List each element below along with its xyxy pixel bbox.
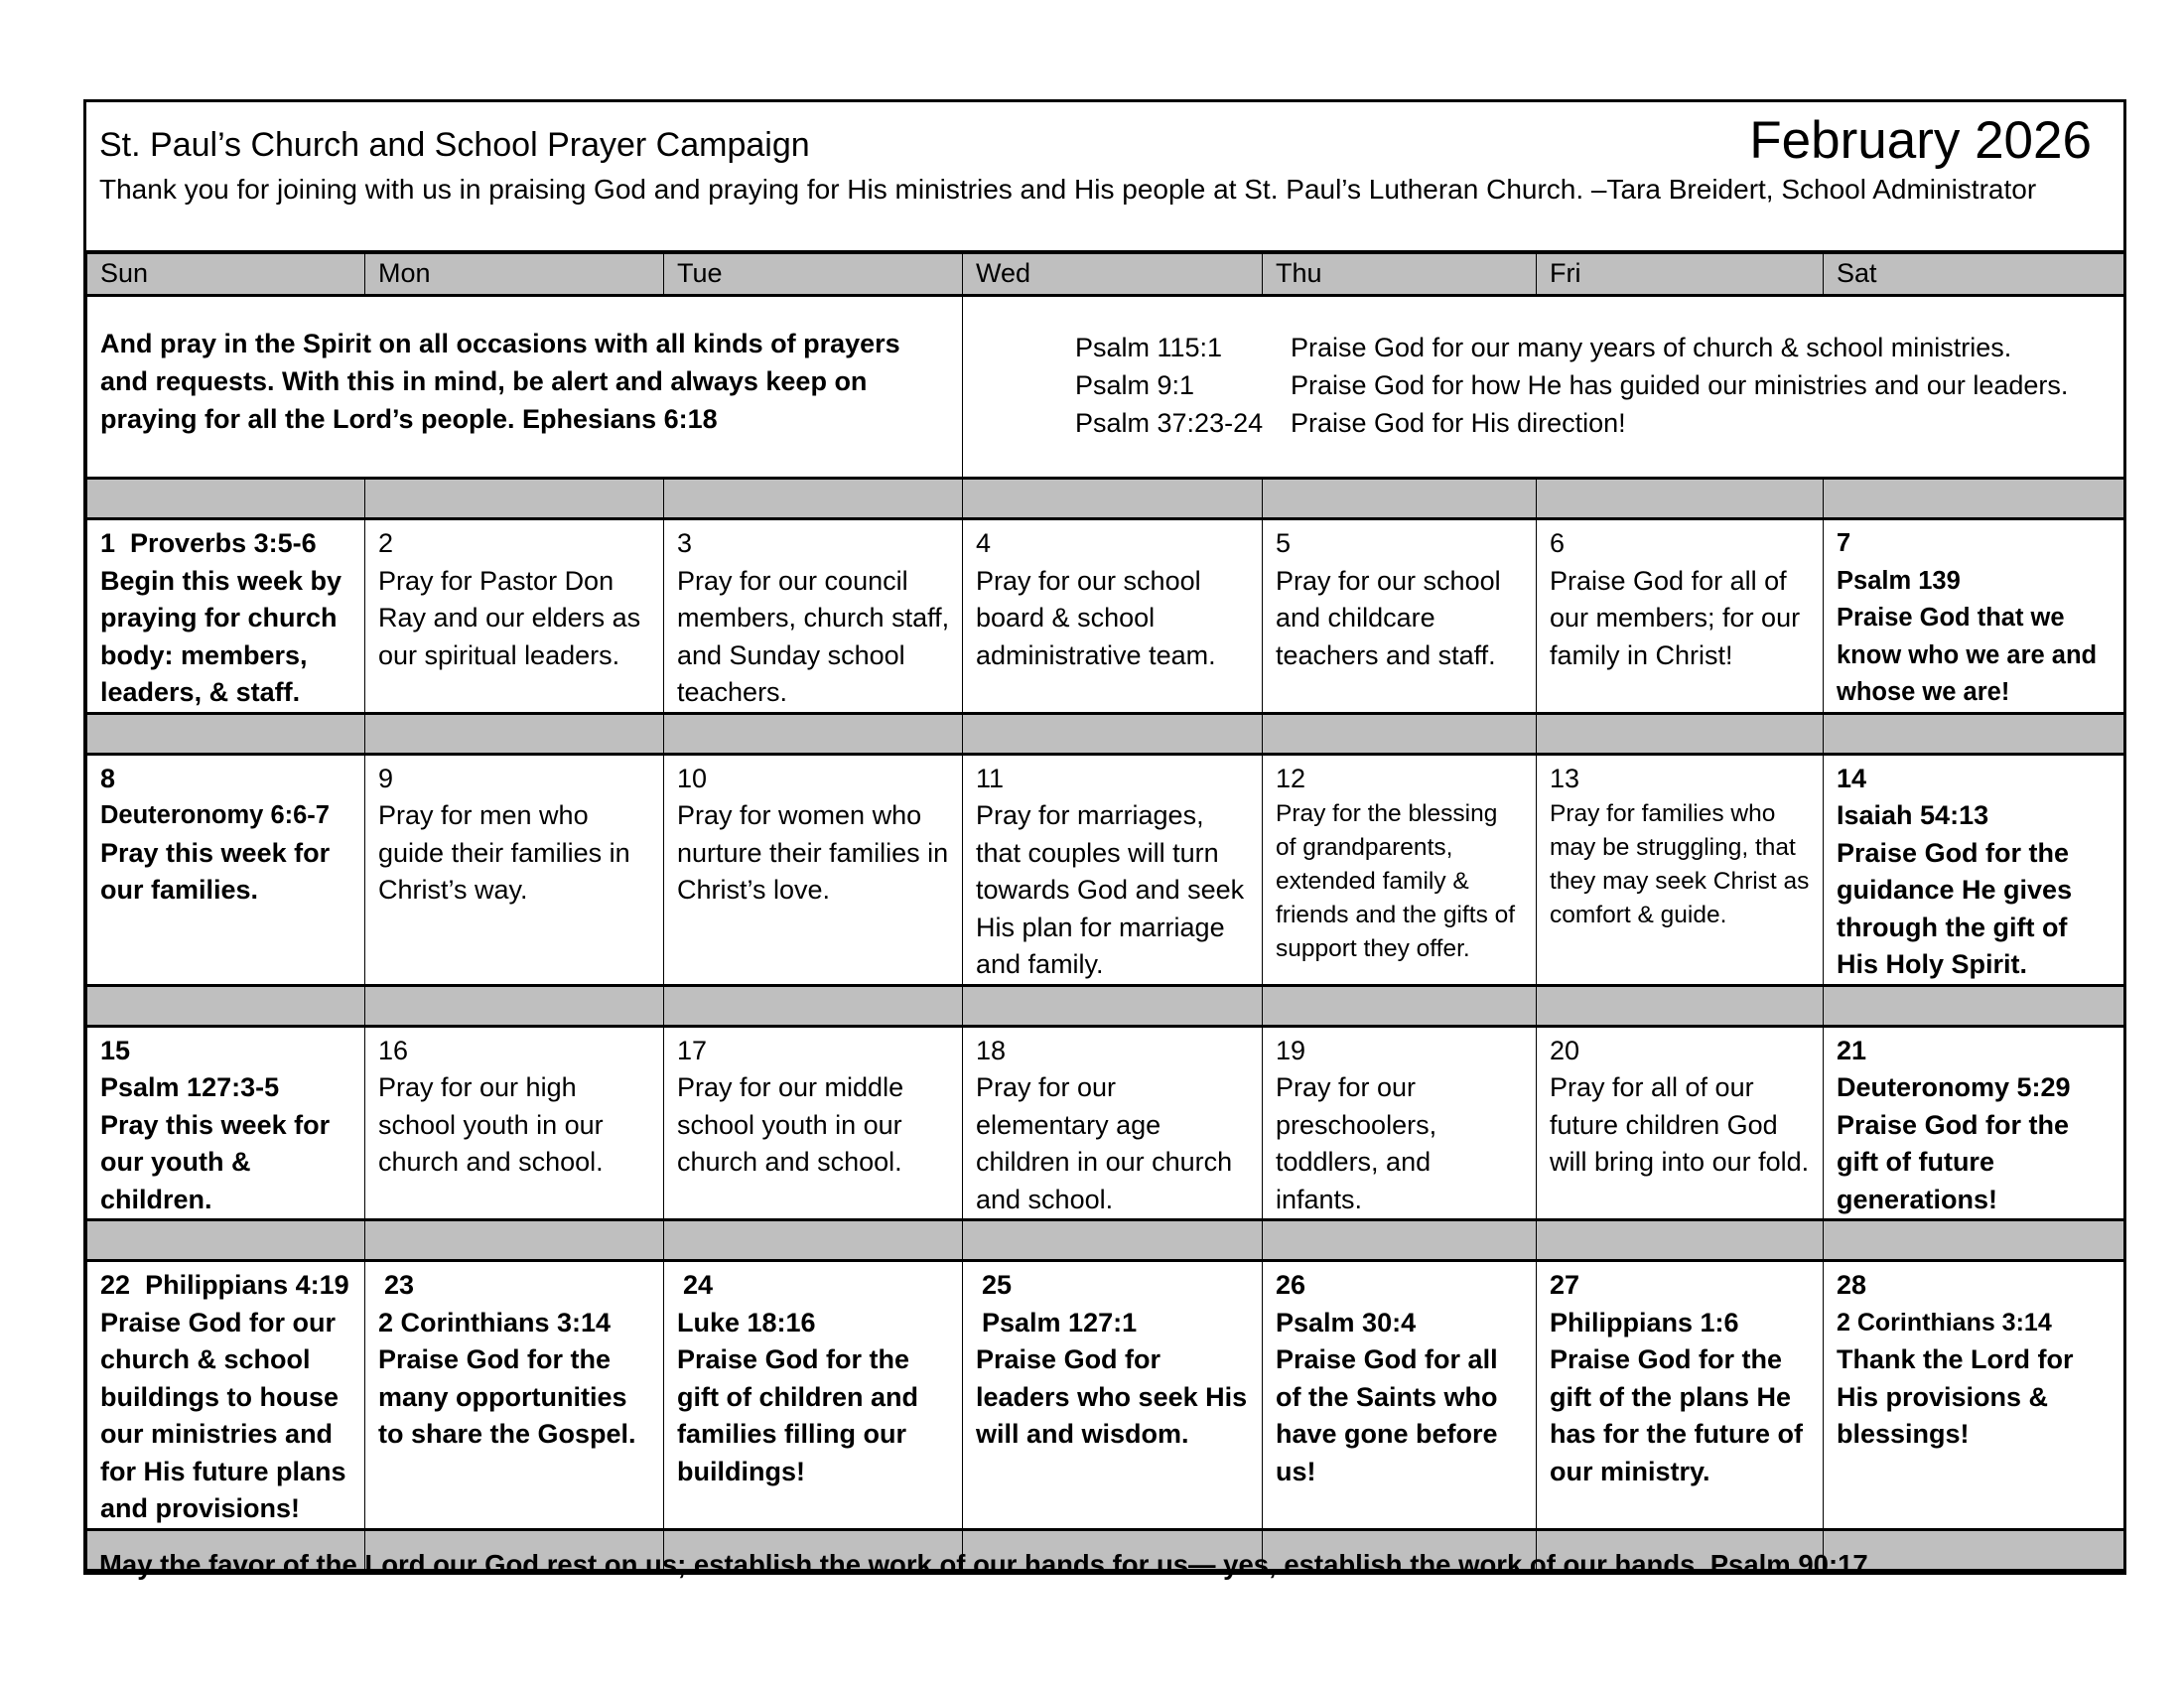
day-text: Pray for our high school youth in our church and school. (378, 1072, 604, 1177)
day-number: 3 (677, 528, 693, 558)
day-cell-2 (365, 519, 664, 714)
footer-verse: May the favor of the Lord our God rest on us; establish the work of our hands for us— yes, establish the work of our hands. Psalm 90:17 (99, 1549, 1868, 1580)
weekday-fri: Fri (1537, 254, 1824, 296)
day-reference: Isaiah 54:13 (1837, 800, 1989, 830)
day-text: Pray for our elementary age children in our church and school. (976, 1072, 1233, 1214)
day-text: Praise God that we know who we are and whose we are! (1837, 604, 2098, 706)
day-cell-11 (963, 754, 1263, 985)
calendar-grid (86, 253, 2124, 1572)
month-title: February 2026 (1749, 111, 2092, 170)
day-text: Praise God for leaders who seek His will and wisdom. (976, 1344, 1248, 1449)
calendar-sheet (83, 99, 2126, 1575)
day-number: 15 (100, 1035, 131, 1065)
day-number: 22 (100, 1270, 131, 1300)
day-number: 12 (1276, 763, 1306, 793)
weekday-sun: Sun (87, 254, 365, 296)
day-text: Pray for our school and childcare teachers and staff. (1276, 565, 1501, 670)
day-number: 10 (677, 763, 708, 793)
day-number: 16 (378, 1035, 409, 1065)
day-reference: Luke 18:16 (677, 1307, 816, 1337)
day-cell-28 (1824, 1261, 2124, 1530)
day-reference: Psalm 127:3-5 (100, 1072, 280, 1102)
day-cell-26 (1263, 1261, 1537, 1530)
day-text: Pray for marriages, that couples will turn towards God and seek His plan for marriage and family. (976, 800, 1245, 979)
spacer-row (87, 713, 2124, 754)
day-number: 9 (378, 763, 394, 793)
day-number: 20 (1550, 1035, 1580, 1065)
day-cell-12 (1263, 754, 1537, 985)
day-number: 14 (1837, 763, 1867, 793)
day-cell-27 (1537, 1261, 1824, 1530)
psalm-item (963, 329, 2123, 366)
psalm-text: Praise God for His direction! (1291, 408, 1626, 438)
day-cell-24 (664, 1261, 963, 1530)
campaign-title: St. Paul’s Church and School Prayer Campaign (99, 126, 810, 164)
day-cell-21 (1824, 1026, 2124, 1220)
weekday-header-row (87, 254, 2124, 296)
day-text: Pray for our council members, church staff, and Sunday school teachers. (677, 565, 950, 707)
intro-row (87, 296, 2124, 479)
campaign-subtitle: Thank you for joining with us in praising God and praying for His ministries and His people at St. Paul’s Lutheran Church. –Tara Breidert, School Administrator (99, 174, 2037, 205)
day-reference: Philippians 1:6 (1550, 1307, 1739, 1337)
day-cell-17 (664, 1026, 963, 1220)
psalm-ref: Psalm 115:1 (1075, 333, 1223, 362)
day-number: 26 (1276, 1270, 1306, 1300)
day-reference: Deuteronomy 6:6-7 (100, 801, 330, 829)
week-row-1 (87, 519, 2124, 714)
day-cell-13 (1537, 754, 1824, 985)
day-number: 28 (1837, 1270, 1867, 1300)
day-cell-22 (87, 1261, 365, 1530)
day-cell-15 (87, 1026, 365, 1220)
day-cell-19 (1263, 1026, 1537, 1220)
psalm-item (963, 366, 2123, 404)
weekday-mon: Mon (365, 254, 664, 296)
week-row-4 (87, 1261, 2124, 1530)
day-reference: Psalm 139 (1837, 566, 1961, 595)
day-reference: Proverbs 3:5-6 (130, 528, 317, 558)
day-text: Praise God for all of our members; for our family in Christ! (1550, 565, 1801, 670)
day-cell-5 (1263, 519, 1537, 714)
day-reference: Deuteronomy 5:29 (1837, 1072, 2071, 1102)
day-number: 25 (982, 1270, 1013, 1300)
day-text: Pray for our middle school youth in our church and school. (677, 1072, 904, 1177)
day-cell-25 (963, 1261, 1263, 1530)
day-number: 11 (976, 763, 1005, 793)
day-number: 5 (1276, 528, 1292, 558)
day-cell-7 (1824, 519, 2124, 714)
day-number: 13 (1550, 763, 1580, 793)
day-cell-6 (1537, 519, 1824, 714)
day-cell-8 (87, 754, 365, 985)
day-text: Praise God for all of the Saints who have gone before us! (1276, 1344, 1498, 1486)
psalm-text: Praise God for our many years of church & school ministries. (1291, 333, 2012, 362)
day-reference: Philippians 4:19 (145, 1270, 349, 1300)
day-reference: Psalm 127:1 (982, 1307, 1138, 1337)
day-number: 24 (683, 1270, 714, 1300)
calendar-header (86, 102, 2123, 253)
day-text: Pray for all of our future children God will bring into our fold. (1550, 1072, 1810, 1177)
day-number: 21 (1837, 1035, 1867, 1065)
day-text: Praise God for our church & school buildings to house our ministries and for His future plans and provisions! (100, 1307, 346, 1523)
day-text: Pray for our preschoolers, toddlers, and infants. (1276, 1072, 1437, 1214)
day-number: 19 (1276, 1035, 1306, 1065)
day-number: 27 (1550, 1270, 1580, 1300)
day-cell-4 (963, 519, 1263, 714)
psalm-text: Praise God for how He has guided our ministries and our leaders. (1291, 370, 2069, 400)
psalm-ref: Psalm 9:1 (1075, 370, 1195, 400)
day-text: Pray for families who may be struggling, that they may seek Christ as comfort & guide. (1550, 800, 1810, 928)
day-cell-9 (365, 754, 664, 985)
day-text: Praise God for the gift of children and families filling our buildings! (677, 1344, 918, 1486)
day-number: 18 (976, 1035, 1007, 1065)
weekday-wed: Wed (963, 254, 1263, 296)
day-text: Pray this week for our families. (100, 837, 331, 905)
day-text: Praise God for the many opportunities to share the Gospel. (378, 1344, 636, 1449)
day-number: 8 (100, 763, 116, 793)
weekday-tue: Tue (664, 254, 963, 296)
day-number: 17 (677, 1035, 708, 1065)
day-text: Pray for men who guide their families in Christ’s way. (378, 800, 630, 905)
day-number: 1 (100, 528, 116, 558)
day-text: Praise God for the gift of future generations! (1837, 1109, 2070, 1214)
day-text: Praise God for the guidance He gives through the gift of His Holy Spirit. (1837, 837, 2073, 979)
psalm-list (963, 296, 2124, 479)
day-cell-14 (1824, 754, 2124, 985)
day-number: 23 (384, 1270, 415, 1300)
day-cell-3 (664, 519, 963, 714)
psalm-ref: Psalm 37:23-24 (1075, 408, 1264, 438)
day-number: 7 (1837, 529, 1851, 557)
day-cell-18 (963, 1026, 1263, 1220)
day-text: Praise God for the gift of the plans He has for the future of our ministry. (1550, 1344, 1803, 1486)
day-cell-20 (1537, 1026, 1824, 1220)
week-row-3 (87, 1026, 2124, 1220)
intro-verse: And pray in the Spirit on all occasions with all kinds of prayers and requests. With this in mind, be alert and always keep on praying for all the Lord’s people. Ephesians 6:18 (87, 296, 963, 479)
day-cell-16 (365, 1026, 664, 1220)
day-reference: 2 Corinthians 3:14 (378, 1307, 612, 1337)
day-number: 4 (976, 528, 992, 558)
psalm-item (963, 404, 2123, 442)
weekday-thu: Thu (1263, 254, 1537, 296)
day-cell-1 (87, 519, 365, 714)
spacer-row (87, 479, 2124, 519)
day-cell-23 (365, 1261, 664, 1530)
day-text: Pray for our school board & school administrative team. (976, 565, 1216, 670)
day-number: 2 (378, 528, 394, 558)
day-text: Pray for Pastor Don Ray and our elders as our spiritual leaders. (378, 565, 641, 670)
day-cell-10 (664, 754, 963, 985)
week-row-2 (87, 754, 2124, 985)
day-text: Begin this week by praying for church body: members, leaders, & staff. (100, 565, 342, 707)
day-reference: Psalm 30:4 (1276, 1307, 1417, 1337)
spacer-row (87, 1220, 2124, 1261)
day-text: Pray for the blessing of grandparents, extended family & friends and the gifts of support they offer. (1276, 800, 1516, 962)
day-number: 6 (1550, 528, 1566, 558)
day-text: Pray for women who nurture their families in Christ’s love. (677, 800, 949, 905)
day-reference: 2 Corinthians 3:14 (1837, 1308, 2052, 1336)
spacer-row (87, 985, 2124, 1026)
weekday-sat: Sat (1824, 254, 2124, 296)
day-text: Thank the Lord for His provisions & blessings! (1837, 1344, 2074, 1449)
day-text: Pray this week for our youth & children. (100, 1109, 331, 1214)
